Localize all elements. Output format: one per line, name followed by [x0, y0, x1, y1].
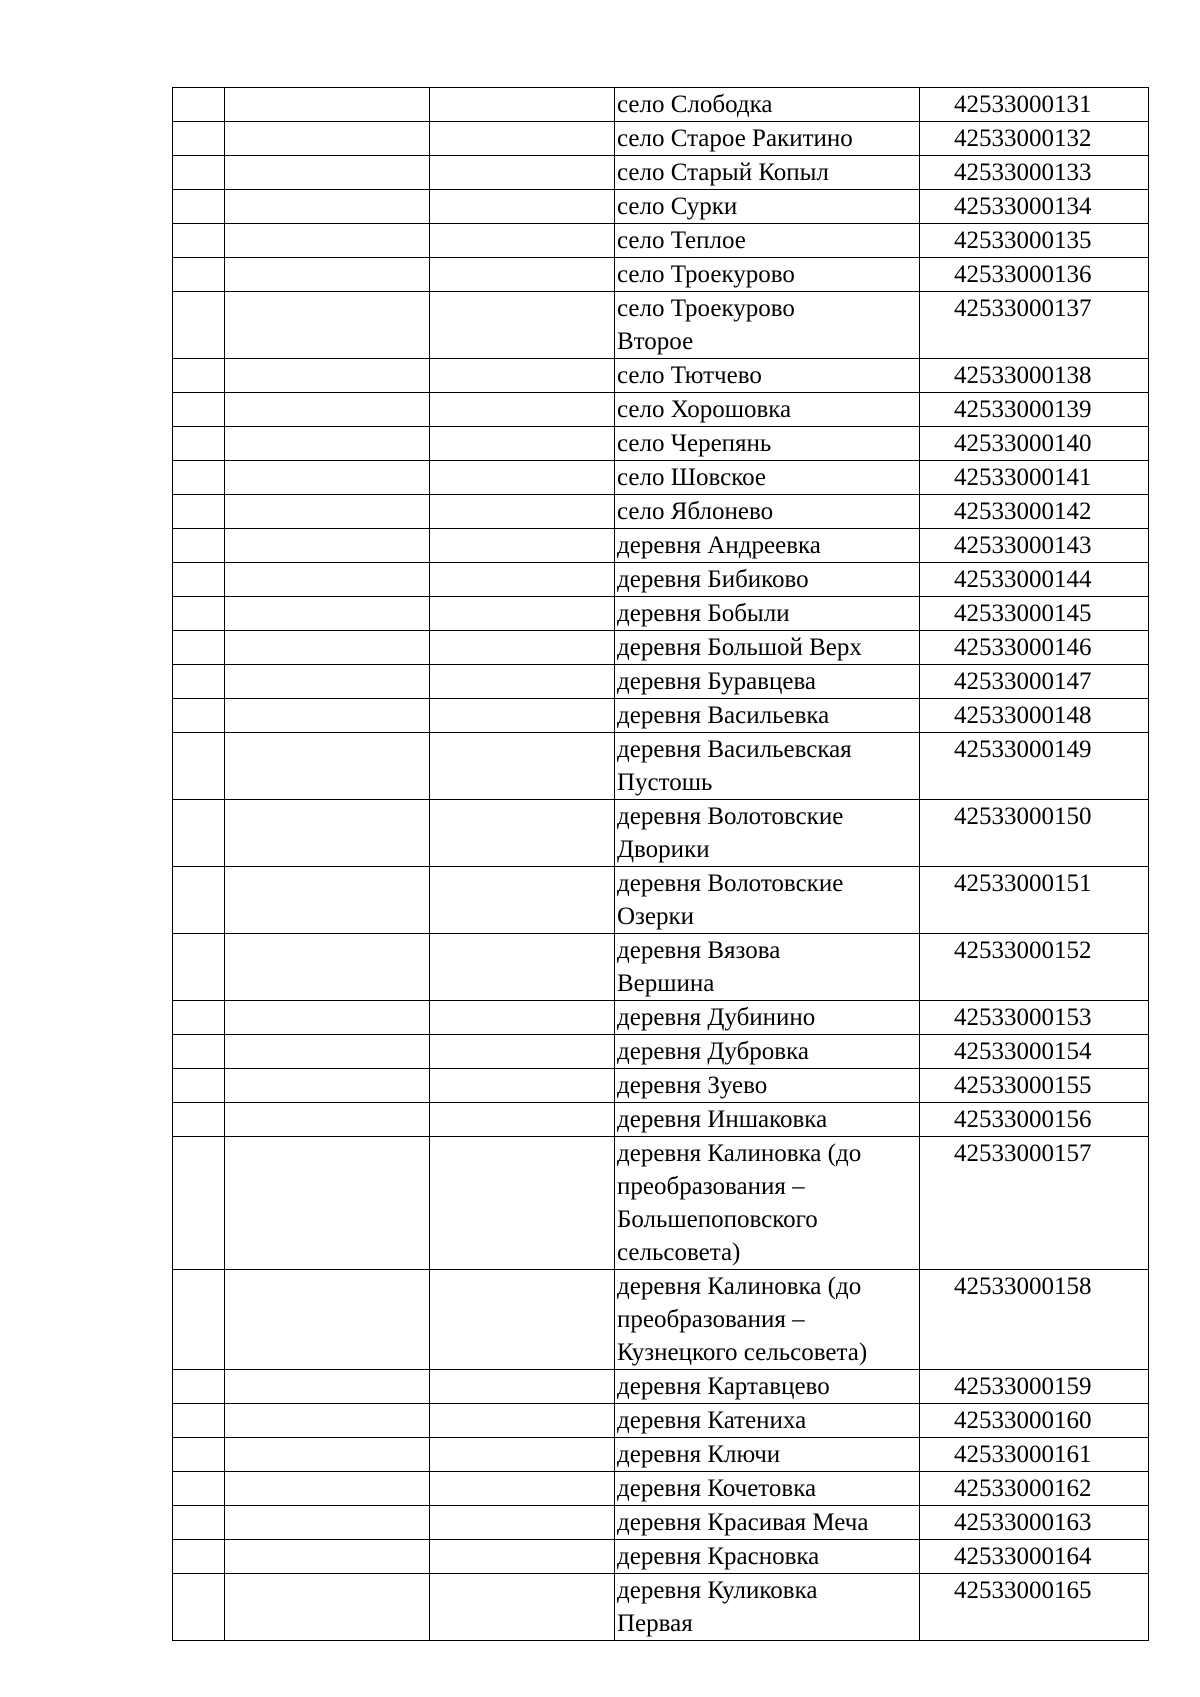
empty-cell	[173, 1370, 225, 1404]
oktmo-code-cell	[920, 359, 1149, 393]
empty-cell	[173, 258, 225, 292]
empty-cell	[225, 190, 430, 224]
empty-cell	[173, 665, 225, 699]
table-row	[173, 631, 1149, 665]
table-row	[173, 1472, 1149, 1506]
empty-cell	[430, 1506, 615, 1540]
empty-cell	[225, 292, 430, 359]
oktmo-code-cell	[920, 1404, 1149, 1438]
empty-cell	[430, 597, 615, 631]
empty-cell	[173, 495, 225, 529]
empty-cell	[173, 359, 225, 393]
oktmo-code: 42533000148	[954, 702, 1092, 729]
table-row	[173, 224, 1149, 258]
empty-cell	[173, 1472, 225, 1506]
empty-cell	[173, 1001, 225, 1035]
table-row	[173, 733, 1149, 800]
table-row	[173, 1506, 1149, 1540]
table-row	[173, 1438, 1149, 1472]
settlement-name-cell	[615, 934, 920, 1001]
oktmo-code: 42533000162	[954, 1475, 1092, 1502]
empty-cell	[225, 800, 430, 867]
settlement-name-cell	[615, 359, 920, 393]
settlement-name: деревня Калиновка (до преобразования – Кузнецкого сельсовета)	[617, 1273, 868, 1366]
settlement-name-cell	[615, 1069, 920, 1103]
settlement-name: село Сурки	[617, 193, 738, 220]
oktmo-code: 42533000136	[954, 261, 1092, 288]
settlement-name: деревня Бобыли	[617, 600, 790, 627]
oktmo-code: 42533000142	[954, 498, 1092, 525]
settlement-name: село Троекурово Второе	[617, 295, 795, 355]
empty-cell	[225, 393, 430, 427]
empty-cell	[173, 1574, 225, 1641]
table-body	[173, 88, 1149, 1641]
oktmo-code-cell	[920, 224, 1149, 258]
empty-cell	[173, 1438, 225, 1472]
oktmo-code: 42533000157	[954, 1140, 1092, 1167]
empty-cell	[430, 1137, 615, 1270]
table-row	[173, 800, 1149, 867]
settlement-name-cell	[615, 224, 920, 258]
oktmo-code-cell	[920, 1069, 1149, 1103]
oktmo-code-cell	[920, 867, 1149, 934]
settlement-name: деревня Большой Верх	[617, 634, 862, 661]
settlement-name: село Яблонево	[617, 498, 774, 525]
oktmo-code-cell	[920, 461, 1149, 495]
table-row	[173, 1370, 1149, 1404]
empty-cell	[225, 529, 430, 563]
oktmo-code: 42533000133	[954, 159, 1092, 186]
settlement-name-cell	[615, 292, 920, 359]
settlement-name: деревня Васильевка	[617, 702, 830, 729]
table-row	[173, 88, 1149, 122]
table-row	[173, 292, 1149, 359]
settlement-name: село Тютчево	[617, 362, 762, 389]
settlement-name: деревня Картавцево	[617, 1373, 830, 1400]
oktmo-code: 42533000139	[954, 396, 1092, 423]
empty-cell	[225, 1001, 430, 1035]
empty-cell	[430, 934, 615, 1001]
empty-cell	[173, 1404, 225, 1438]
empty-cell	[225, 1103, 430, 1137]
oktmo-code: 42533000138	[954, 362, 1092, 389]
settlement-name: деревня Вязова Вершина	[617, 937, 781, 997]
oktmo-code: 42533000161	[954, 1441, 1092, 1468]
empty-cell	[430, 529, 615, 563]
settlement-name-cell	[615, 1574, 920, 1641]
settlement-name-cell	[615, 867, 920, 934]
empty-cell	[430, 1035, 615, 1069]
settlement-name-cell	[615, 800, 920, 867]
empty-cell	[225, 461, 430, 495]
oktmo-code: 42533000160	[954, 1407, 1092, 1434]
oktmo-code: 42533000151	[954, 870, 1092, 897]
empty-cell	[430, 1404, 615, 1438]
oktmo-code-cell	[920, 529, 1149, 563]
settlement-name: деревня Куликовка Первая	[617, 1577, 818, 1637]
table-row	[173, 1035, 1149, 1069]
oktmo-code-cell	[920, 122, 1149, 156]
table-row	[173, 190, 1149, 224]
empty-cell	[173, 461, 225, 495]
settlement-name-cell	[615, 733, 920, 800]
empty-cell	[430, 563, 615, 597]
oktmo-code-cell	[920, 1540, 1149, 1574]
settlement-name: деревня Ключи	[617, 1441, 781, 1468]
empty-cell	[225, 934, 430, 1001]
settlement-name: деревня Иншаковка	[617, 1106, 828, 1133]
oktmo-code: 42533000132	[954, 125, 1092, 152]
empty-cell	[430, 1540, 615, 1574]
oktmo-code: 42533000145	[954, 600, 1092, 627]
settlement-name: деревня Волотовские Озерки	[617, 870, 844, 930]
table-row	[173, 597, 1149, 631]
settlement-name-cell	[615, 1404, 920, 1438]
settlement-name: деревня Андреевка	[617, 532, 821, 559]
settlement-name: деревня Зуево	[617, 1072, 768, 1099]
empty-cell	[225, 1472, 430, 1506]
empty-cell	[173, 292, 225, 359]
oktmo-code: 42533000159	[954, 1373, 1092, 1400]
settlement-name-cell	[615, 1035, 920, 1069]
oktmo-code-cell	[920, 88, 1149, 122]
oktmo-code: 42533000149	[954, 736, 1092, 763]
settlement-name: село Троекурово	[617, 261, 795, 288]
empty-cell	[225, 1270, 430, 1370]
settlement-name-cell	[615, 699, 920, 733]
oktmo-code: 42533000152	[954, 937, 1092, 964]
table-row	[173, 699, 1149, 733]
empty-cell	[225, 631, 430, 665]
oktmo-code-cell	[920, 1001, 1149, 1035]
empty-cell	[430, 461, 615, 495]
settlement-name-cell	[615, 1103, 920, 1137]
settlement-name-cell	[615, 1137, 920, 1270]
oktmo-code: 42533000134	[954, 193, 1092, 220]
oktmo-code: 42533000163	[954, 1509, 1092, 1536]
empty-cell	[173, 699, 225, 733]
empty-cell	[225, 258, 430, 292]
settlement-name: деревня Красивая Меча	[617, 1509, 869, 1536]
empty-cell	[173, 1035, 225, 1069]
empty-cell	[430, 631, 615, 665]
empty-cell	[225, 1404, 430, 1438]
settlement-name-cell	[615, 1540, 920, 1574]
table-row	[173, 1540, 1149, 1574]
empty-cell	[430, 1103, 615, 1137]
empty-cell	[173, 733, 225, 800]
empty-cell	[225, 1540, 430, 1574]
empty-cell	[225, 88, 430, 122]
empty-cell	[430, 1001, 615, 1035]
table-row	[173, 563, 1149, 597]
empty-cell	[225, 359, 430, 393]
table-row	[173, 393, 1149, 427]
empty-cell	[430, 292, 615, 359]
empty-cell	[173, 88, 225, 122]
empty-cell	[430, 359, 615, 393]
settlement-name-cell	[615, 1506, 920, 1540]
settlement-name-cell	[615, 258, 920, 292]
empty-cell	[430, 495, 615, 529]
oktmo-code: 42533000143	[954, 532, 1092, 559]
settlement-name-cell	[615, 427, 920, 461]
oktmo-code-cell	[920, 190, 1149, 224]
oktmo-code-cell	[920, 1370, 1149, 1404]
empty-cell	[225, 427, 430, 461]
oktmo-code: 42533000137	[954, 295, 1092, 322]
empty-cell	[430, 1438, 615, 1472]
table-row	[173, 665, 1149, 699]
oktmo-code-cell	[920, 934, 1149, 1001]
oktmo-code-cell	[920, 1103, 1149, 1137]
settlement-name-cell	[615, 1438, 920, 1472]
oktmo-code: 42533000146	[954, 634, 1092, 661]
empty-cell	[225, 1137, 430, 1270]
table-row	[173, 1404, 1149, 1438]
empty-cell	[173, 1540, 225, 1574]
empty-cell	[430, 733, 615, 800]
empty-cell	[173, 190, 225, 224]
table-row	[173, 461, 1149, 495]
oktmo-code: 42533000158	[954, 1273, 1092, 1300]
oktmo-code: 42533000155	[954, 1072, 1092, 1099]
empty-cell	[225, 1370, 430, 1404]
empty-cell	[225, 1035, 430, 1069]
empty-cell	[430, 1472, 615, 1506]
empty-cell	[225, 597, 430, 631]
table-row	[173, 867, 1149, 934]
table-row	[173, 1137, 1149, 1270]
oktmo-code-cell	[920, 495, 1149, 529]
settlement-name-cell	[615, 461, 920, 495]
table-row	[173, 1270, 1149, 1370]
empty-cell	[173, 563, 225, 597]
table-row	[173, 156, 1149, 190]
settlement-name-cell	[615, 1370, 920, 1404]
table-row	[173, 1001, 1149, 1035]
settlement-name: село Шовское	[617, 464, 766, 491]
table-row	[173, 427, 1149, 461]
empty-cell	[225, 1069, 430, 1103]
table-row	[173, 359, 1149, 393]
oktmo-code: 42533000150	[954, 803, 1092, 830]
settlement-name: деревня Буравцева	[617, 668, 817, 695]
empty-cell	[430, 224, 615, 258]
settlement-name: деревня Красновка	[617, 1543, 820, 1570]
table-row	[173, 934, 1149, 1001]
oktmo-code-cell	[920, 597, 1149, 631]
settlement-name-cell	[615, 156, 920, 190]
empty-cell	[173, 529, 225, 563]
oktmo-code-cell	[920, 156, 1149, 190]
empty-cell	[430, 427, 615, 461]
empty-cell	[430, 258, 615, 292]
oktmo-code-cell	[920, 1438, 1149, 1472]
empty-cell	[173, 1506, 225, 1540]
settlement-name-cell	[615, 393, 920, 427]
empty-cell	[430, 1270, 615, 1370]
settlement-name-cell	[615, 1270, 920, 1370]
oktmo-code-cell	[920, 427, 1149, 461]
settlement-name-cell	[615, 631, 920, 665]
settlement-name: деревня Калиновка (до преобразования – Большепоповского сельсовета)	[617, 1140, 862, 1266]
empty-cell	[430, 1370, 615, 1404]
empty-cell	[430, 156, 615, 190]
settlement-name: село Старый Копыл	[617, 159, 829, 186]
table-row	[173, 258, 1149, 292]
oktmo-code: 42533000140	[954, 430, 1092, 457]
settlement-name: село Слободка	[617, 91, 773, 118]
empty-cell	[225, 699, 430, 733]
empty-cell	[225, 122, 430, 156]
empty-cell	[173, 427, 225, 461]
settlement-name: деревня Бибиково	[617, 566, 809, 593]
empty-cell	[173, 1270, 225, 1370]
oktmo-code-cell	[920, 800, 1149, 867]
settlement-name: деревня Васильевская Пустошь	[617, 736, 852, 796]
empty-cell	[225, 733, 430, 800]
empty-cell	[225, 867, 430, 934]
settlement-name: деревня Дубровка	[617, 1038, 809, 1065]
settlements-table	[172, 87, 1149, 1641]
settlement-name-cell	[615, 190, 920, 224]
oktmo-code-cell	[920, 292, 1149, 359]
empty-cell	[225, 1438, 430, 1472]
empty-cell	[173, 867, 225, 934]
oktmo-code-cell	[920, 665, 1149, 699]
empty-cell	[430, 122, 615, 156]
empty-cell	[430, 867, 615, 934]
empty-cell	[173, 597, 225, 631]
oktmo-code-cell	[920, 1472, 1149, 1506]
settlement-name-cell	[615, 1001, 920, 1035]
empty-cell	[430, 190, 615, 224]
empty-cell	[430, 1069, 615, 1103]
oktmo-code-cell	[920, 1137, 1149, 1270]
table-row	[173, 1069, 1149, 1103]
oktmo-code: 42533000135	[954, 227, 1092, 254]
empty-cell	[430, 665, 615, 699]
oktmo-code: 42533000131	[954, 91, 1092, 118]
oktmo-code: 42533000147	[954, 668, 1092, 695]
oktmo-code-cell	[920, 631, 1149, 665]
empty-cell	[225, 156, 430, 190]
empty-cell	[430, 393, 615, 427]
oktmo-code: 42533000156	[954, 1106, 1092, 1133]
table-row	[173, 495, 1149, 529]
oktmo-code-cell	[920, 258, 1149, 292]
empty-cell	[173, 934, 225, 1001]
oktmo-code: 42533000141	[954, 464, 1092, 491]
empty-cell	[173, 156, 225, 190]
oktmo-code-cell	[920, 1506, 1149, 1540]
oktmo-code-cell	[920, 1035, 1149, 1069]
empty-cell	[173, 224, 225, 258]
empty-cell	[225, 665, 430, 699]
settlement-name: село Черепянь	[617, 430, 772, 457]
oktmo-code-cell	[920, 699, 1149, 733]
settlement-name-cell	[615, 1472, 920, 1506]
oktmo-code-cell	[920, 563, 1149, 597]
settlement-name-cell	[615, 665, 920, 699]
settlement-name: деревня Дубинино	[617, 1004, 816, 1031]
table-row	[173, 1574, 1149, 1641]
empty-cell	[173, 1137, 225, 1270]
oktmo-code: 42533000154	[954, 1038, 1092, 1065]
empty-cell	[173, 393, 225, 427]
oktmo-code: 42533000144	[954, 566, 1092, 593]
empty-cell	[430, 88, 615, 122]
empty-cell	[173, 631, 225, 665]
oktmo-code-cell	[920, 393, 1149, 427]
settlement-name-cell	[615, 529, 920, 563]
empty-cell	[430, 800, 615, 867]
empty-cell	[173, 1103, 225, 1137]
settlement-name: деревня Катениха	[617, 1407, 807, 1434]
oktmo-code: 42533000153	[954, 1004, 1092, 1031]
empty-cell	[430, 699, 615, 733]
empty-cell	[225, 224, 430, 258]
settlement-name: село Старое Ракитино	[617, 125, 853, 152]
empty-cell	[225, 1506, 430, 1540]
settlement-name-cell	[615, 563, 920, 597]
oktmo-code-cell	[920, 1270, 1149, 1370]
settlement-name: деревня Волотовские Дворики	[617, 803, 844, 863]
oktmo-code: 42533000164	[954, 1543, 1092, 1570]
empty-cell	[173, 122, 225, 156]
empty-cell	[173, 800, 225, 867]
settlement-name-cell	[615, 122, 920, 156]
settlement-name: деревня Кочетовка	[617, 1475, 817, 1502]
empty-cell	[225, 495, 430, 529]
settlement-name-cell	[615, 495, 920, 529]
settlement-name-cell	[615, 597, 920, 631]
empty-cell	[173, 1069, 225, 1103]
table-row	[173, 1103, 1149, 1137]
oktmo-code: 42533000165	[954, 1577, 1092, 1604]
oktmo-code-cell	[920, 1574, 1149, 1641]
settlement-name: село Хорошовка	[617, 396, 792, 423]
oktmo-code-cell	[920, 733, 1149, 800]
table-row	[173, 529, 1149, 563]
settlement-name: село Теплое	[617, 227, 746, 254]
empty-cell	[225, 563, 430, 597]
empty-cell	[225, 1574, 430, 1641]
empty-cell	[430, 1574, 615, 1641]
table-row	[173, 122, 1149, 156]
settlement-name-cell	[615, 88, 920, 122]
